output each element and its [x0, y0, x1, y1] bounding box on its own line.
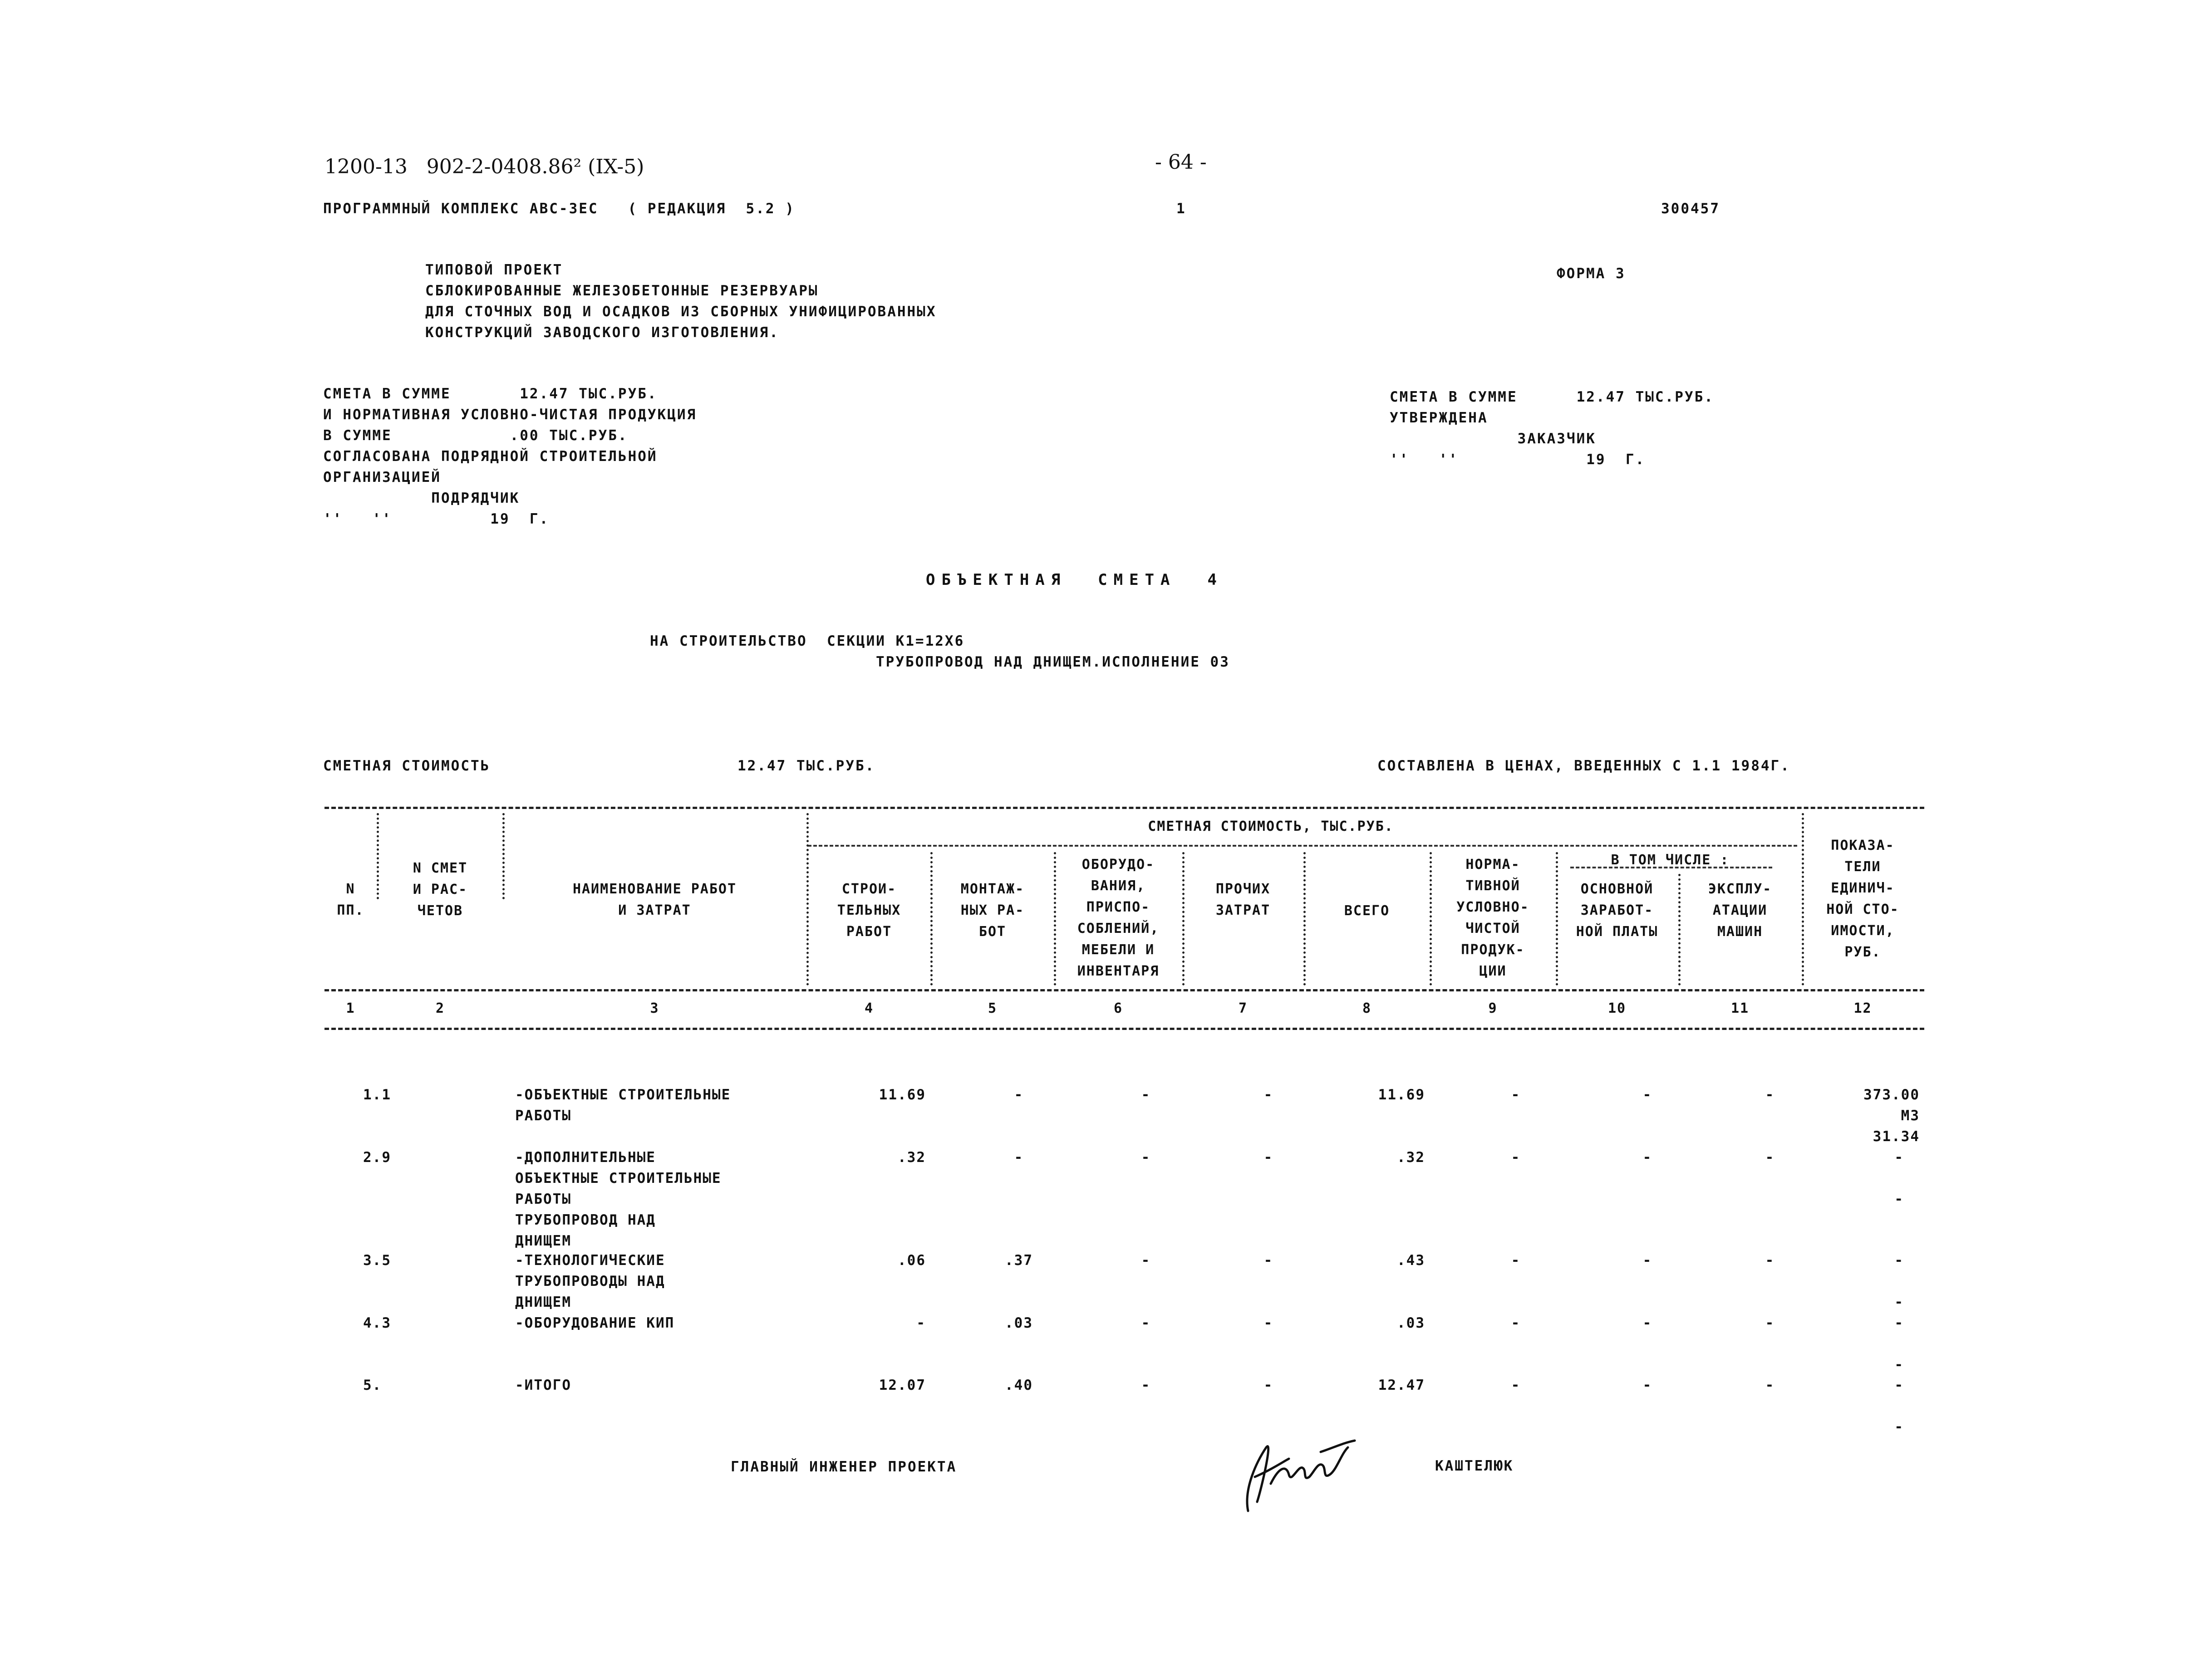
machine-operation: - — [1765, 1377, 1775, 1393]
total-cost: .03 — [1397, 1315, 1425, 1331]
approval-line: ЗАКАЗЧИК — [1390, 431, 1596, 447]
customer-approval-block — [1390, 387, 1714, 470]
machine-operation: - — [1765, 1087, 1775, 1103]
column-number: 6 — [1113, 1000, 1123, 1016]
wages: - — [1642, 1252, 1652, 1269]
signature-image — [1230, 1434, 1362, 1515]
row-name: -ОБОРУДОВАНИЕ КИП — [515, 1315, 675, 1331]
approval-line: СМЕТА В СУММЕ 12.47 ТЫС.РУБ. — [323, 386, 658, 402]
approval-line: ПОДРЯДЧИК — [323, 490, 520, 506]
construction-cost: 12.07 — [879, 1377, 926, 1393]
other-cost: - — [1263, 1315, 1273, 1331]
wages: - — [1642, 1377, 1652, 1393]
row-number: 2.9 — [363, 1149, 391, 1166]
normative-product: - — [1511, 1087, 1521, 1103]
column-header: ЭКСПЛУ- АТАЦИИ МАШИН — [1708, 881, 1772, 940]
approval-line: СОГЛАСОВАНА ПОДРЯДНОЙ СТРОИТЕЛЬНОЙ — [323, 448, 658, 465]
wages: - — [1642, 1087, 1652, 1103]
other-cost: - — [1263, 1087, 1273, 1103]
column-number: 10 — [1607, 1000, 1627, 1016]
sheet-number: 1 — [1176, 201, 1186, 217]
project-description — [425, 260, 937, 343]
machine-operation: - — [1765, 1252, 1775, 1269]
table-rule — [808, 845, 1797, 847]
form-label: ФОРМА 3 — [1557, 265, 1626, 282]
column-number: 1 — [346, 1000, 355, 1016]
column-header: ПРОЧИХ ЗАТРАТ — [1215, 881, 1271, 918]
project-line: ДЛЯ СТОЧНЫХ ВОД И ОСАДКОВ ИЗ СБОРНЫХ УНИФИЦИРОВАННЫХ — [425, 304, 937, 320]
column-header: ПОКАЗА- ТЕЛИ ЕДИНИЧ- НОЙ СТО- ИМОСТИ, РУБ. — [1826, 838, 1899, 960]
column-number: 8 — [1362, 1000, 1372, 1016]
row-name: -ОБЪЕКТНЫЕ СТРОИТЕЛЬНЫЕ РАБОТЫ — [515, 1087, 731, 1124]
program-line: ПРОГРАММНЫЙ КОМПЛЕКС АВС-3ЕС ( РЕДАКЦИЯ 5.2 ) — [323, 201, 795, 217]
construction-cost: 11.69 — [879, 1087, 926, 1103]
page-number: - 64 - — [1155, 151, 1207, 174]
other-cost: - — [1263, 1252, 1273, 1269]
prices-note: СОСТАВЛЕНА В ЦЕНАХ, ВВЕДЕННЫХ С 1.1 1984Г. — [1377, 758, 1790, 774]
installation-cost: .40 — [1005, 1377, 1033, 1393]
column-number: 11 — [1730, 1000, 1750, 1016]
table-rule — [324, 1028, 1924, 1030]
approval-line: ОРГАНИЗАЦИЕЙ — [323, 469, 441, 485]
contractor-approval-block — [323, 383, 697, 529]
column-number: 7 — [1238, 1000, 1248, 1016]
equipment-cost: - — [1141, 1087, 1151, 1103]
column-number: 12 — [1853, 1000, 1872, 1016]
unit-cost-indicator: - - — [1894, 1252, 1904, 1310]
total-cost: .32 — [1397, 1149, 1425, 1166]
approval-line: СМЕТА В СУММЕ 12.47 ТЫС.РУБ. — [1390, 389, 1714, 405]
row-name: -ИТОГО — [515, 1377, 571, 1393]
unit-cost-indicator: - - — [1894, 1315, 1904, 1373]
other-cost: - — [1263, 1377, 1273, 1393]
total-cost: 12.47 — [1378, 1377, 1425, 1393]
construction-cost: - — [916, 1315, 926, 1331]
project-line: КОНСТРУКЦИЙ ЗАВОДСКОГО ИЗГОТОВЛЕНИЯ. — [425, 324, 779, 341]
project-line: ТИПОВОЙ ПРОЕКТ — [425, 262, 563, 278]
column-number: 9 — [1488, 1000, 1498, 1016]
equipment-cost: - — [1141, 1377, 1151, 1393]
unit-cost-indicator: - - — [1894, 1149, 1904, 1207]
normative-product: - — [1511, 1315, 1521, 1331]
approval-line: '' '' 19 Г. — [1390, 451, 1646, 468]
normative-product: - — [1511, 1252, 1521, 1269]
column-number: 2 — [435, 1000, 445, 1016]
normative-product: - — [1511, 1377, 1521, 1393]
equipment-cost: - — [1141, 1315, 1151, 1331]
equipment-cost: - — [1141, 1149, 1151, 1166]
project-line: СБЛОКИРОВАННЫЕ ЖЕЛЕЗОБЕТОННЫЕ РЕЗЕРВУАРЫ — [425, 283, 819, 299]
construction-cost: .32 — [898, 1149, 926, 1166]
column-header: НАИМЕНОВАНИЕ РАБОТ И ЗАТРАТ — [572, 881, 737, 918]
row-number: 1.1 — [363, 1087, 391, 1103]
construction-cost: .06 — [898, 1252, 926, 1269]
approval-line: В СУММЕ .00 ТЫС.РУБ. — [323, 427, 628, 444]
cost-label: СМЕТНАЯ СТОИМОСТЬ — [323, 758, 491, 774]
approval-line: '' '' 19 Г. — [323, 511, 550, 527]
group-header: СМЕТНАЯ СТОИМОСТЬ, ТЫС.РУБ. — [1148, 819, 1394, 834]
row-name: -ДОПОЛНИТЕЛЬНЫЕ ОБЪЕКТНЫЕ СТРОИТЕЛЬНЫЕ РАБОТЫ ТРУБОПРОВОД НАД ДНИЩЕМ — [515, 1149, 722, 1249]
approval-line: УТВЕРЖДЕНА — [1390, 410, 1488, 426]
row-number: 5. — [363, 1377, 382, 1393]
column-number: 3 — [650, 1000, 659, 1016]
row-name: -ТЕХНОЛОГИЧЕСКИЕ ТРУБОПРОВОДЫ НАД ДНИЩЕМ — [515, 1252, 665, 1310]
unit-cost-indicator: - - — [1894, 1377, 1904, 1435]
engineer-name: КАШТЕЛЮК — [1435, 1458, 1514, 1474]
wages: - — [1642, 1315, 1652, 1331]
installation-cost: .03 — [1005, 1315, 1033, 1331]
unit-cost-indicator: 373.00 М3 31.34 — [1863, 1087, 1920, 1145]
chief-engineer-label: ГЛАВНЫЙ ИНЖЕНЕР ПРОЕКТА — [731, 1459, 957, 1475]
column-header: НОРМА- ТИВНОЙ УСЛОВНО- ЧИСТОЙ ПРОДУК- ЦИИ — [1456, 857, 1529, 979]
other-cost: - — [1263, 1149, 1273, 1166]
estimate-subtitle: ТРУБОПРОВОД НАД ДНИЩЕМ.ИСПОЛНЕНИЕ 03 — [876, 654, 1230, 670]
table-rule — [324, 989, 1924, 991]
column-number: 5 — [988, 1000, 998, 1016]
column-number: 4 — [864, 1000, 874, 1016]
normative-product: - — [1511, 1149, 1521, 1166]
column-header: N СМЕТ И РАС- ЧЕТОВ — [413, 860, 468, 919]
column-header: N ПП. — [337, 881, 364, 918]
row-number: 3.5 — [363, 1252, 391, 1269]
cost-value: 12.47 ТЫС.РУБ. — [737, 758, 875, 774]
machine-operation: - — [1765, 1315, 1775, 1331]
column-header: МОНТАЖ- НЫХ РА- БОТ — [960, 881, 1025, 940]
approval-line: И НОРМАТИВНАЯ УСЛОВНО-ЧИСТАЯ ПРОДУКЦИЯ — [323, 407, 697, 423]
sub-group-header: В ТОМ ЧИСЛЕ : — [1611, 852, 1730, 868]
column-header: ОБОРУДО- ВАНИЯ, ПРИСПО- СОБЛЕНИЙ, МЕБЕЛИ И ИНВЕНТАРЯ — [1077, 857, 1160, 979]
column-header: ВСЕГО — [1344, 903, 1390, 919]
installation-cost: - — [1014, 1149, 1024, 1166]
estimate-title: ОБЪЕКТНАЯ СМЕТА 4 — [926, 571, 1223, 589]
installation-cost: - — [1014, 1087, 1024, 1103]
row-number: 4.3 — [363, 1315, 391, 1331]
total-cost: 11.69 — [1378, 1087, 1425, 1103]
machine-operation: - — [1765, 1149, 1775, 1166]
table-rule — [324, 807, 1924, 809]
installation-cost: .37 — [1005, 1252, 1033, 1269]
equipment-cost: - — [1141, 1252, 1151, 1269]
column-header: СТРОИ- ТЕЛЬНЫХ РАБОТ — [837, 881, 901, 940]
wages: - — [1642, 1149, 1652, 1166]
document-code: 1200-13 902-2-0408.86² (IX-5) — [324, 155, 644, 178]
total-cost: .43 — [1397, 1252, 1425, 1269]
column-header: ОСНОВНОЙ ЗАРАБОТ- НОЙ ПЛАТЫ — [1576, 881, 1658, 940]
document-number: 300457 — [1661, 201, 1720, 217]
estimate-subtitle: НА СТРОИТЕЛЬСТВО СЕКЦИИ К1=12Х6 — [650, 633, 965, 649]
